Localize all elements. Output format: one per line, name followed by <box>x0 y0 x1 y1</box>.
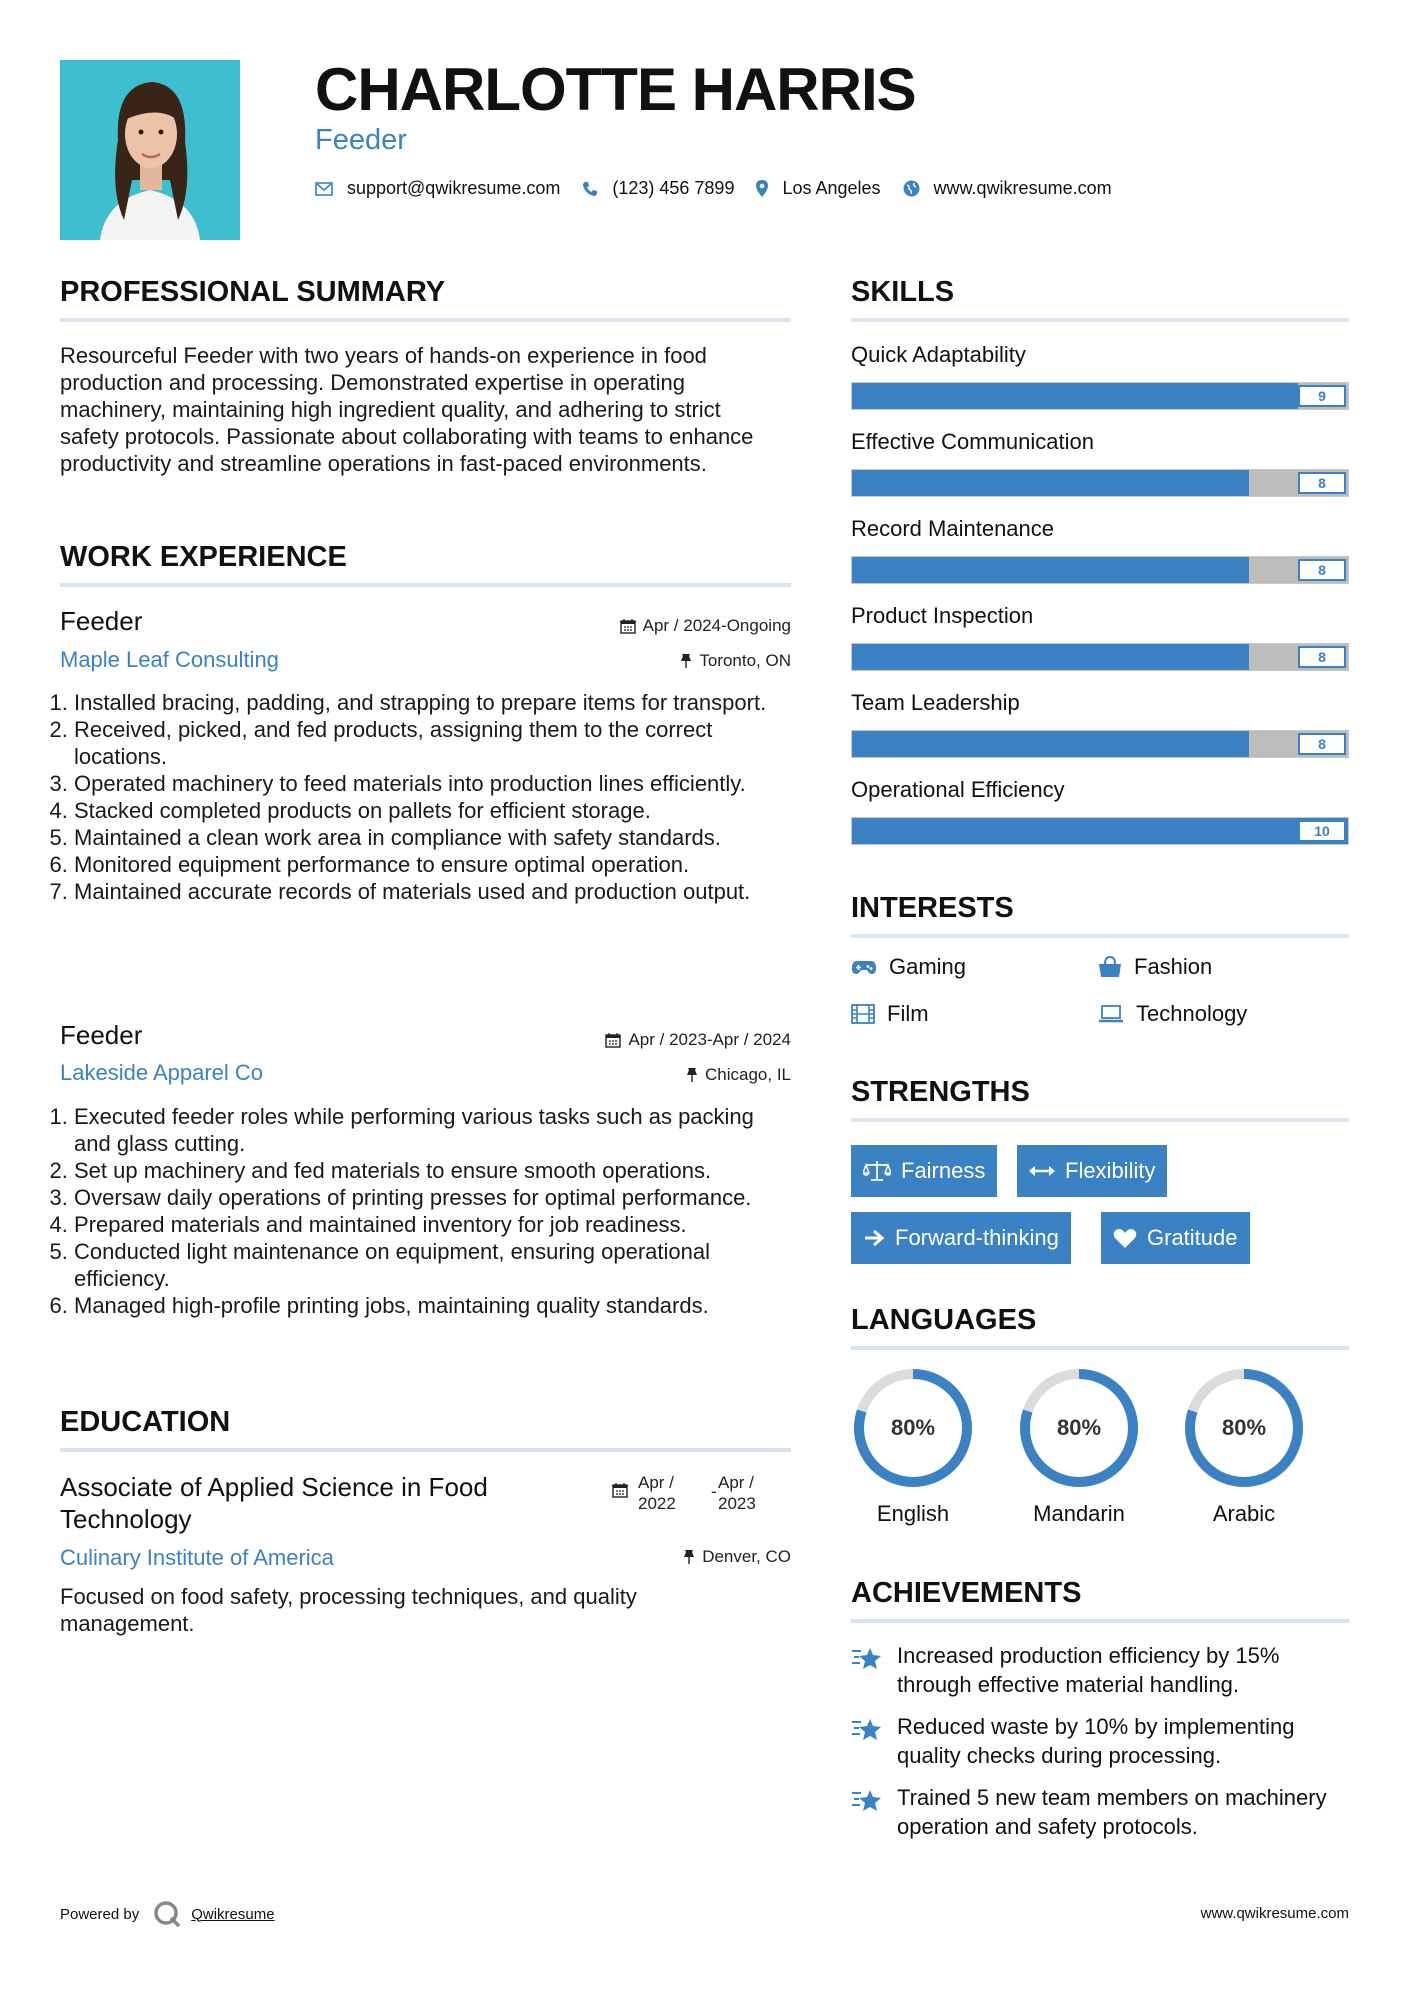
interest-gaming <box>851 954 966 980</box>
list-item: 2. Set up machinery and fed materials to ensure smooth operations. <box>74 1157 786 1184</box>
skill-label: Effective Communication <box>851 429 1094 454</box>
skill-bar-fill <box>852 470 1249 496</box>
job-title: Feeder <box>60 606 143 636</box>
shooting-star-icon <box>851 1787 883 1813</box>
strengths-heading: STRENGTHS <box>851 1076 1030 1108</box>
skills-divider <box>851 318 1349 322</box>
candidate-title: Feeder <box>315 124 407 156</box>
language-percent: 80% <box>1221 1415 1267 1440</box>
skill-score: 8 <box>1298 559 1346 581</box>
job-bullets <box>56 689 786 905</box>
contact-location <box>756 178 880 199</box>
interest-technology <box>1098 1001 1247 1027</box>
achievements-divider <box>851 1619 1349 1623</box>
list-item: 3. Operated machinery to feed materials into production lines efficiently. <box>74 770 786 797</box>
skill-bar-fill <box>852 383 1298 409</box>
summary-heading: PROFESSIONAL SUMMARY <box>60 276 446 308</box>
arrow-right-icon <box>863 1228 885 1248</box>
map-marker-icon <box>756 180 768 197</box>
language-gauge <box>1017 1366 1141 1495</box>
start-year: 2022 <box>638 1494 676 1513</box>
shooting-star-icon <box>851 1716 883 1742</box>
laptop-icon <box>1098 1005 1124 1023</box>
qwikresume-link[interactable]: Qwikresume <box>191 1905 275 1923</box>
contact-website[interactable] <box>903 178 1112 199</box>
location-text: Los Angeles <box>782 178 881 198</box>
qwikresume-logo-icon <box>153 1900 181 1928</box>
skill-label: Product Inspection <box>851 603 1034 628</box>
powered-by-label: Powered by <box>60 1905 140 1923</box>
list-item: 5. Maintained a clean work area in compliance with safety standards. <box>74 824 786 851</box>
start-month: Apr / <box>638 1473 674 1492</box>
education-location-text: Denver, CO <box>702 1547 791 1566</box>
strength-gratitude <box>1101 1212 1250 1264</box>
skill-bar <box>851 382 1349 410</box>
job-dates <box>471 1030 791 1050</box>
skill-bar <box>851 730 1349 758</box>
strength-label: Forward-thinking <box>895 1225 1059 1250</box>
footer-website[interactable]: www.qwikresume.com <box>1200 1905 1349 1922</box>
skills-heading: SKILLS <box>851 276 955 308</box>
skill-bar <box>851 817 1349 845</box>
website-text: www.qwikresume.com <box>933 178 1112 198</box>
experience-heading: WORK EXPERIENCE <box>60 541 347 573</box>
school-name[interactable]: Culinary Institute of America <box>60 1545 334 1570</box>
education-start-date <box>638 1472 676 1514</box>
interest-label: Film <box>887 1001 929 1026</box>
gamepad-icon <box>851 958 877 976</box>
summary-text: Resourceful Feeder with two years of hands-on experience in food production and processing. Demonstrated expertise in operating machinery, maintaining high ingredient quality, and adhering to strict safety protocols. Passionate about collaborating with teams to enhance productivity and streamline operations in fast-paced environments. <box>60 343 754 476</box>
education-location <box>491 1547 791 1567</box>
degree-title: Associate of Applied Science in Food Technology <box>60 1472 488 1534</box>
end-month: Apr / <box>718 1473 754 1492</box>
language-label: Arabic <box>1212 1501 1276 1526</box>
skill-bar <box>851 643 1349 671</box>
list-item: 1. Installed bracing, padding, and strapping to prepare items for transport. <box>74 689 786 716</box>
achievements-heading: ACHIEVEMENTS <box>851 1577 1082 1609</box>
footer-powered-by <box>60 1900 275 1928</box>
film-icon <box>851 1004 875 1024</box>
list-item: 5. Conducted light maintenance on equipment, ensuring operational efficiency. <box>74 1238 786 1292</box>
education-end-date <box>718 1472 756 1514</box>
achievement-text: Increased production efficiency by 15% through effective material handling. <box>897 1643 1280 1697</box>
strength-label: Flexibility <box>1065 1158 1156 1183</box>
skill-score: 8 <box>1298 733 1346 755</box>
pushpin-icon <box>683 1549 695 1565</box>
email-text: support@qwikresume.com <box>347 178 561 198</box>
phone-icon <box>582 181 598 197</box>
phone-text: (123) 456 7899 <box>612 178 735 198</box>
job-location-text: Toronto, ON <box>699 651 791 670</box>
job-company[interactable]: Maple Leaf Consulting <box>60 647 279 672</box>
job-dates <box>491 616 791 636</box>
strength-label: Fairness <box>901 1158 986 1183</box>
achievement-text: Trained 5 new team members on machinery operation and safety protocols. <box>897 1785 1327 1839</box>
pushpin-icon <box>680 653 692 669</box>
calendar-icon <box>612 1482 628 1498</box>
achievement-item <box>851 1712 1351 1770</box>
interest-label: Fashion <box>1134 954 1213 979</box>
language-percent: 80% <box>1056 1415 1102 1440</box>
skill-bar-fill <box>852 557 1249 583</box>
achievement-text: Reduced waste by 10% by implementing quality checks during processing. <box>897 1714 1295 1768</box>
arrows-horizontal-icon <box>1029 1164 1055 1178</box>
achievement-item <box>851 1641 1351 1699</box>
balance-scale-icon <box>863 1160 891 1182</box>
education-calendar-icon-wrap <box>612 1482 628 1503</box>
skill-label: Record Maintenance <box>851 516 1055 541</box>
heart-icon <box>1113 1228 1137 1249</box>
list-item: 6. Managed high-profile printing jobs, maintaining quality standards. <box>74 1292 786 1319</box>
language-gauge <box>851 1366 975 1495</box>
skill-bar-fill <box>852 731 1249 757</box>
language-label: English <box>876 1501 950 1526</box>
list-item: 6. Monitored equipment performance to ensure optimal operation. <box>74 851 786 878</box>
strength-forward-thinking <box>851 1212 1071 1264</box>
interest-fashion <box>1098 954 1212 980</box>
strength-flexibility <box>1017 1145 1167 1197</box>
profile-photo <box>60 60 240 240</box>
calendar-icon <box>620 618 636 634</box>
job-location <box>491 651 791 671</box>
education-description: Focused on food safety, processing techniques, and quality management. <box>60 1584 637 1636</box>
education-heading: EDUCATION <box>60 1406 231 1438</box>
interests-heading: INTERESTS <box>851 892 1014 924</box>
skill-bar-fill <box>852 818 1348 844</box>
globe-icon <box>903 180 920 197</box>
job-location <box>491 1065 791 1085</box>
summary-divider <box>60 318 791 322</box>
list-item: 4. Stacked completed products on pallets for efficient storage. <box>74 797 786 824</box>
skill-bar-fill <box>852 644 1249 670</box>
date-separator: - <box>711 1482 717 1501</box>
language-percent: 80% <box>890 1415 936 1440</box>
job-location-text: Chicago, IL <box>705 1065 791 1084</box>
contact-bar <box>315 178 1134 199</box>
shopping-bag-icon <box>1098 956 1122 978</box>
list-item: 2. Received, picked, and fed products, assigning them to the correct locations. <box>74 716 786 770</box>
list-item: 4. Prepared materials and maintained inventory for job readiness. <box>74 1211 786 1238</box>
strength-fairness <box>851 1145 997 1197</box>
strengths-divider <box>851 1118 1349 1122</box>
calendar-icon <box>605 1032 621 1048</box>
list-item: 1. Executed feeder roles while performing various tasks such as packing and glass cutting. <box>74 1103 786 1157</box>
education-divider <box>60 1448 791 1452</box>
envelope-icon <box>315 182 333 196</box>
skill-label: Team Leadership <box>851 690 1020 715</box>
interest-film <box>851 1001 929 1027</box>
job-dates-text: Apr / 2023-Apr / 2024 <box>628 1030 791 1049</box>
candidate-name: CHARLOTTE HARRIS <box>315 56 916 123</box>
skill-label: Quick Adaptability <box>851 342 1026 367</box>
job-bullets <box>56 1103 786 1319</box>
skill-score: 8 <box>1298 472 1346 494</box>
skill-score: 9 <box>1298 385 1346 407</box>
shooting-star-icon <box>851 1645 883 1671</box>
interests-divider <box>851 934 1349 938</box>
skill-score: 10 <box>1298 820 1346 842</box>
languages-divider <box>851 1346 1349 1350</box>
list-item: 3. Oversaw daily operations of printing presses for optimal performance. <box>74 1184 786 1211</box>
job-dates-text: Apr / 2024-Ongoing <box>642 616 791 635</box>
experience-divider <box>60 583 791 587</box>
interest-label: Gaming <box>889 954 967 979</box>
language-label: Mandarin <box>1033 1501 1125 1526</box>
strength-label: Gratitude <box>1147 1225 1238 1250</box>
skill-score: 8 <box>1298 646 1346 668</box>
end-year: 2023 <box>718 1494 756 1513</box>
list-item: 7. Maintained accurate records of materials used and production output. <box>74 878 786 905</box>
job-company[interactable]: Lakeside Apparel Co <box>60 1060 264 1085</box>
contact-phone[interactable] <box>582 178 734 199</box>
skill-label: Operational Efficiency <box>851 777 1065 802</box>
interest-label: Technology <box>1136 1001 1248 1026</box>
languages-heading: LANGUAGES <box>851 1304 1037 1336</box>
skill-bar <box>851 556 1349 584</box>
contact-email[interactable] <box>315 178 560 199</box>
language-gauge <box>1182 1366 1306 1495</box>
job-title: Feeder <box>60 1020 143 1050</box>
skill-bar <box>851 469 1349 497</box>
pushpin-icon <box>686 1067 698 1083</box>
achievement-item <box>851 1783 1351 1841</box>
